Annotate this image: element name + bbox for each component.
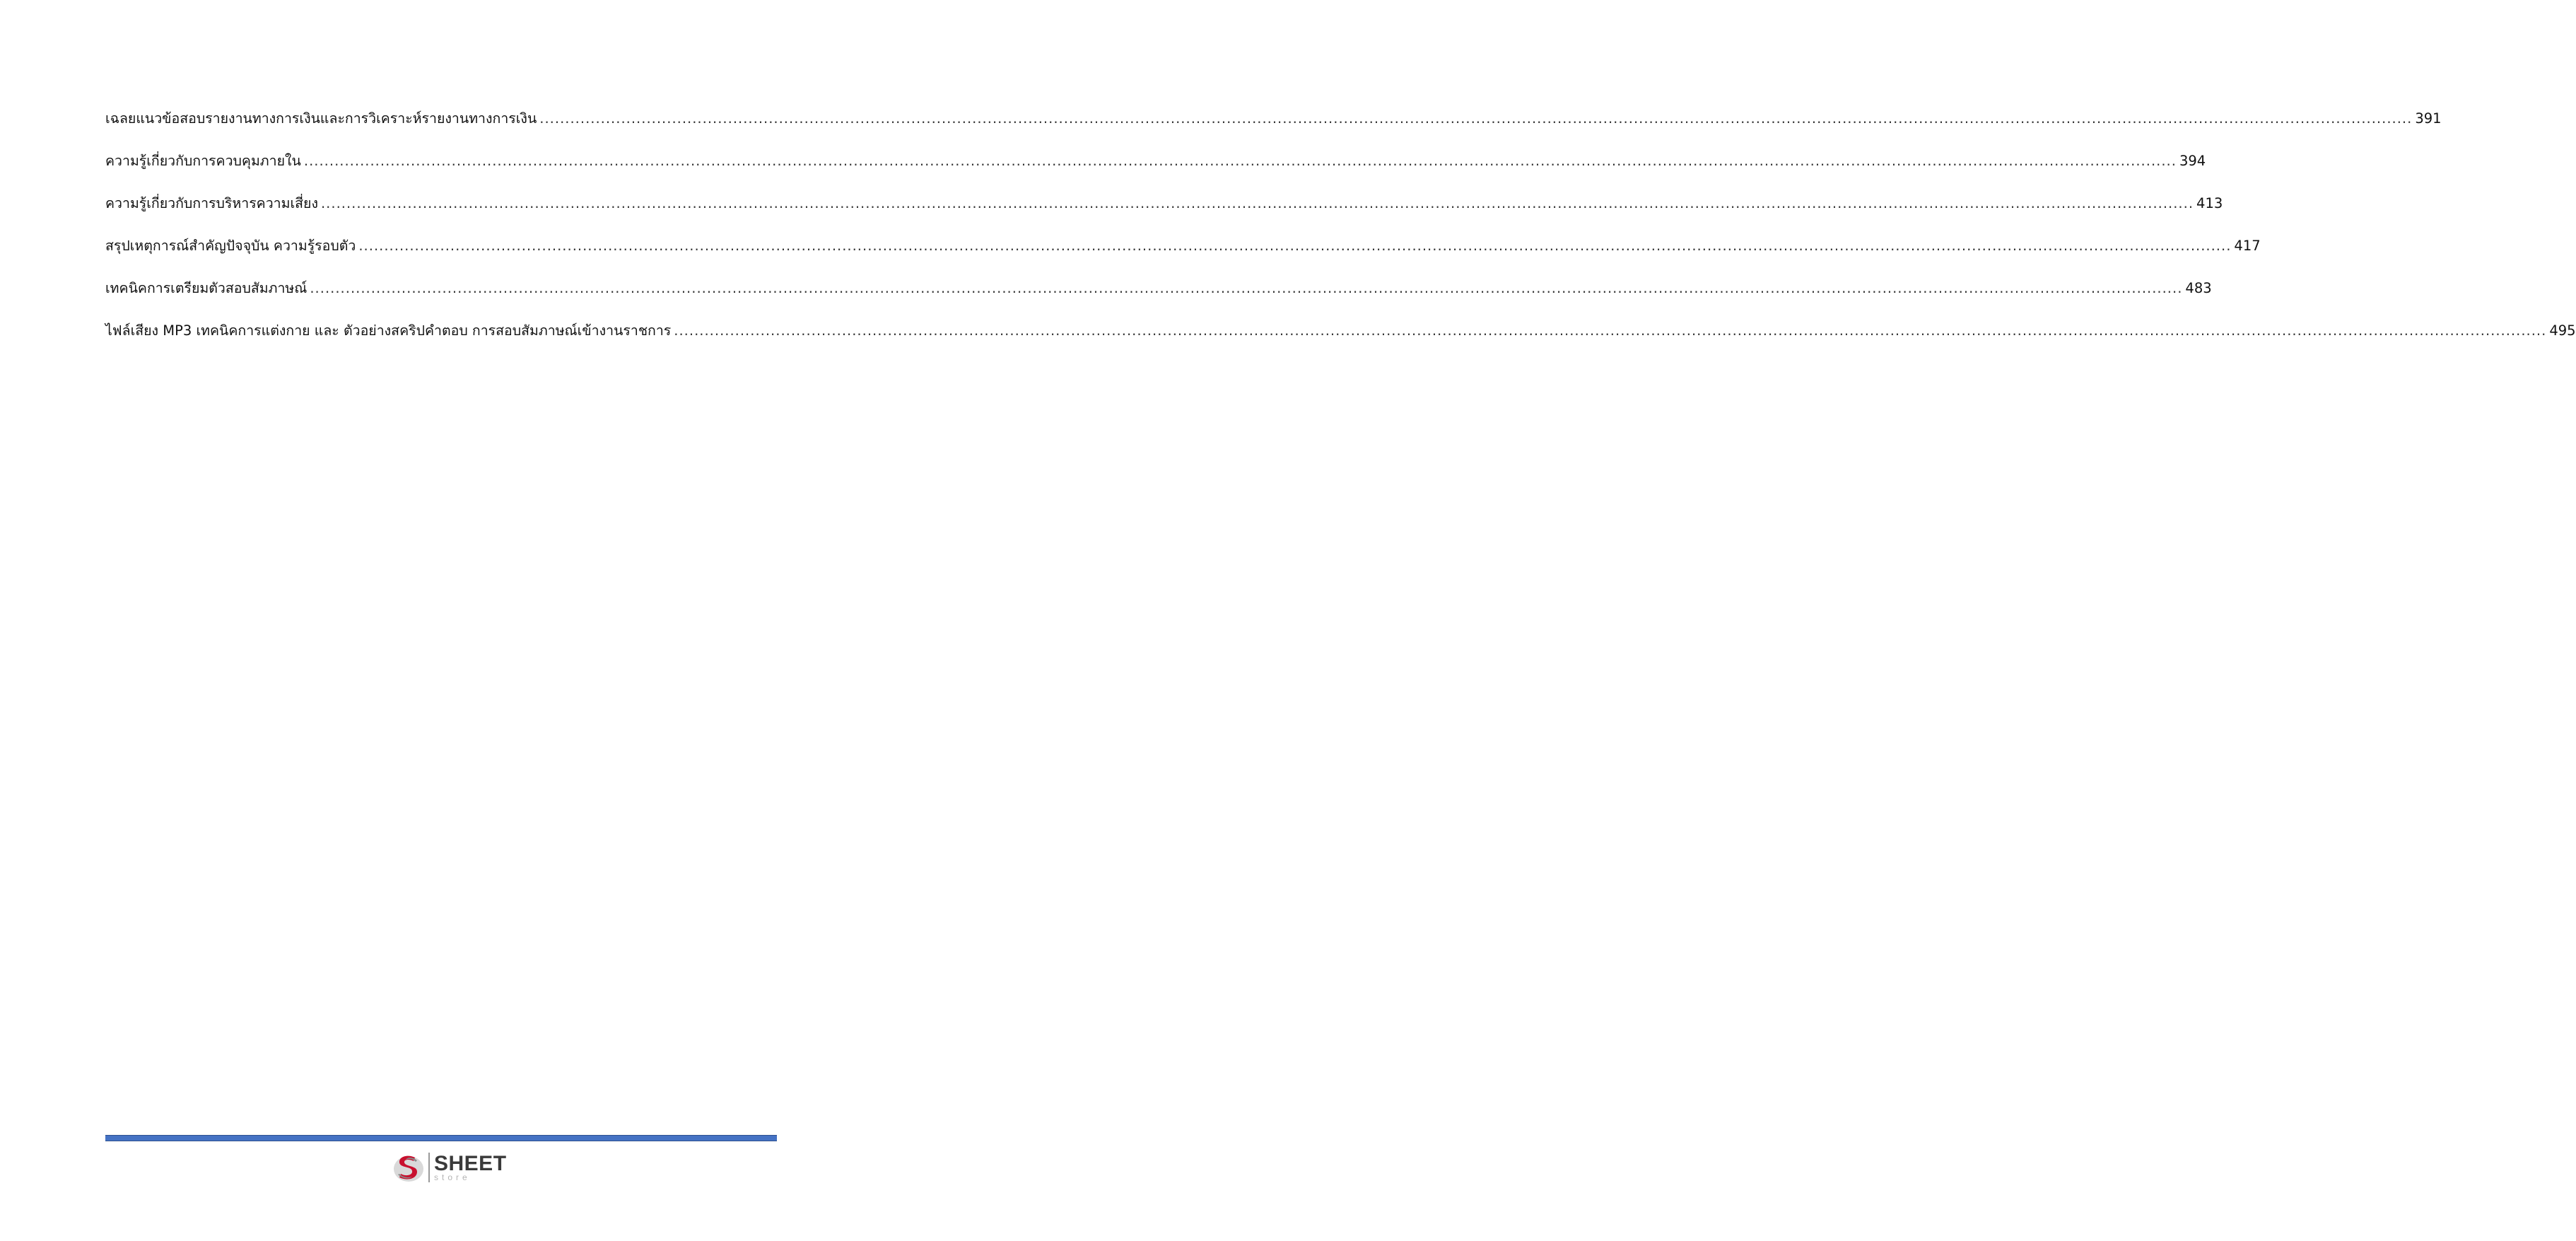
logo-divider [428,1153,430,1182]
toc-entry[interactable] [105,320,2576,362]
toc-entry[interactable] [105,192,2223,235]
toc-dot-leader [674,322,2546,339]
logo-wordmark: SHEET [434,1152,507,1175]
toc-entry-title: ความรู้เกี่ยวกับการบริหารความเสี่ยง [105,195,318,211]
toc-entry-title: เฉลยแนวข้อสอบรายงานทางการเงินและการวิเคราะห์รายงานทางการเงิน [105,110,537,127]
toc-dot-leader [321,195,2194,211]
sheet-store-logo [392,1149,507,1186]
toc-entry-page: 495 [2549,322,2576,339]
toc-entry[interactable] [105,150,2206,192]
toc-entry-page: 417 [2234,238,2261,254]
logo-text [434,1153,507,1182]
toc-entry-page: 483 [2185,280,2212,296]
table-of-contents [105,107,2576,362]
toc-entry-title: สรุปเหตุการณ์สำคัญปัจจุบัน ความรู้รอบตัว [105,238,356,254]
toc-entry-page: 413 [2196,195,2223,211]
toc-dot-leader [310,280,2182,296]
toc-entry-title: ไฟล์เสียง MP3 เทคนิคการแต่งกาย และ ตัวอย่างสคริปคำตอบ การสอบสัมภาษณ์เข้างานราชการ [105,322,672,339]
toc-entry-title: เทคนิคการเตรียมตัวสอบสัมภาษณ์ [105,280,308,296]
toc-entry[interactable] [105,235,2261,277]
toc-dot-leader [539,110,2412,127]
toc-entry[interactable] [105,277,2212,320]
toc-dot-leader [358,238,2231,254]
toc-entry[interactable] [105,107,2442,150]
sheet-store-s-logo-icon [392,1150,426,1184]
footer-rule [105,1135,777,1141]
toc-dot-leader [304,153,2177,169]
logo-subtext: store [434,1172,471,1182]
toc-entry-title: ความรู้เกี่ยวกับการควบคุมภายใน [105,153,301,169]
toc-entry-page: 391 [2415,110,2442,127]
toc-entry-page: 394 [2179,153,2206,169]
